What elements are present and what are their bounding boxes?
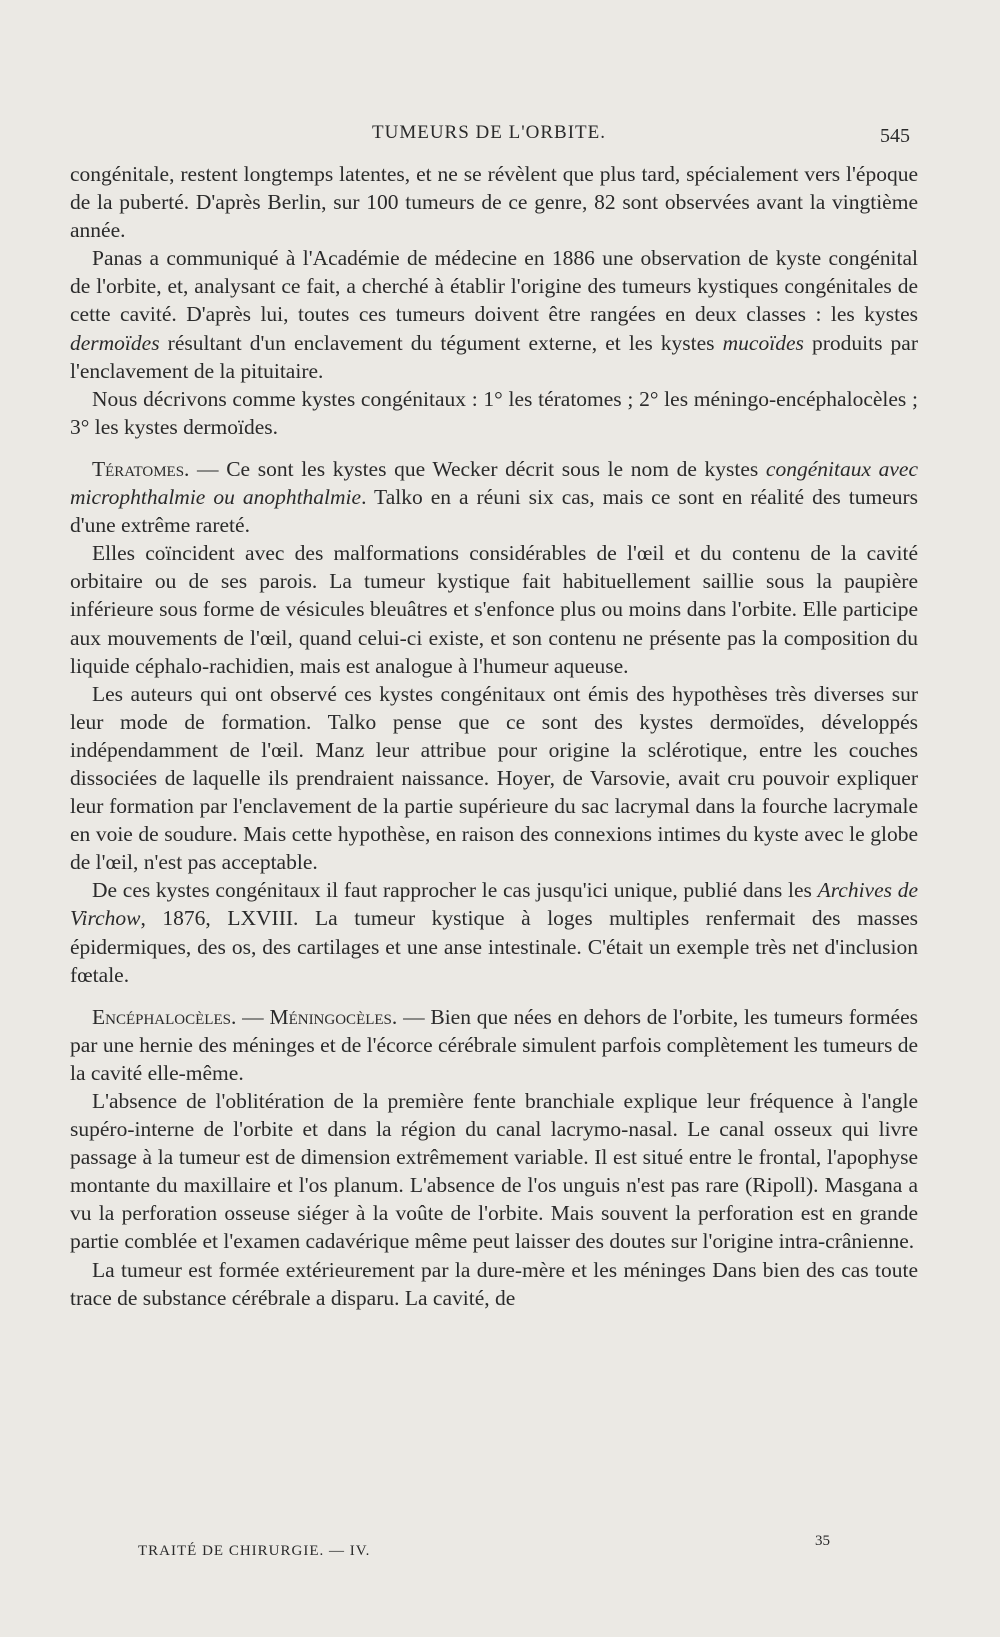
text-run: — — [236, 1004, 270, 1029]
paragraph-virchow — [70, 876, 918, 988]
running-title: TUMEURS DE L'ORBITE. — [372, 122, 607, 143]
paragraph-panas — [70, 244, 918, 384]
printer-signature: TRAITÉ DE CHIRURGIE. — IV. — [138, 1543, 371, 1559]
paragraph-hypotheses: Les auteurs qui ont observé ces kystes congénitaux ont émis des hypothèses très diverses sur leur mode de formation. Talko pense que ce sont des kystes dermoïdes, développés indépendamment de l'œil. Manz leur attribue pour origine la sclérotique, entre les couches dissociées de laquelle ils prendraient naissance. Hoyer, de Varsovie, avait cru pouvoir expliquer leur formation par l'enclavement de la partie supérieure du sac lacrymal dans la fourche lacrymale en voie de soudure. Mais cette hypothèse, en raison des connexions intimes du kyste avec le globe de l'œil, n'est pas acceptable. — [70, 681, 918, 875]
text-run: Panas a communiqué à l'Académie de médecine en 1886 une observation de kyste congénital de l'orbite, et, analysant ce fait, a cherché à établir l'origine des tumeurs kystiques congénitales de cette cavité. D'après lui, toutes ces tumeurs doivent être rangées en deux classes : les kystes — [70, 246, 918, 327]
text-run: produits par l'enclavement de la pituitaire. — [70, 330, 918, 383]
paragraph-dure-mere: La tumeur est formée extérieurement par la dure-mère et les méninges Dans bien des cas toute trace de substance cérébrale a disparu. La cavité, de — [70, 1257, 918, 1310]
text-run: résultant d'un enclavement du tégument externe, et les kystes — [159, 330, 723, 355]
paragraph-fente-branchiale: L'absence de l'oblitération de la première fente branchiale explique leur fréquence à l'angle supéro-interne de l'orbite et dans la région du canal lacrymo-nasal. Le canal osseux qui livre passage à la tumeur est de dimension extrêmement variable. Il est situé entre le frontal, l'apophyse montante du maxillaire et l'os planum. L'absence de l'os unguis n'est pas rare (Ripoll). Masgana a vu la perforation osseuse siéger à la voûte de l'orbite. Mais souvent la perforation est en grande partie comblée et l'examen cadavérique même peut laisser des doutes sur l'origine intra-crânienne. — [70, 1089, 918, 1254]
section-heading-meningoceles: Méningocèles. — [269, 1004, 398, 1029]
italic-term-mucoides: mucoïdes — [722, 330, 804, 355]
text-run: . Talko en a réuni six cas, mais ce sont en réalité des tumeurs d'une extrême rareté. — [70, 485, 918, 538]
paragraph-continuation: congénitale, restent longtemps latentes, et ne se révèlent que plus tard, spécialement vers l'époque de la puberté. D'après Berlin, sur 100 tumeurs de ce genre, 82 sont observées avant la vingtième année. — [70, 162, 918, 243]
paragraph-encephaloceles — [70, 1003, 918, 1087]
italic-phrase: congénitaux avec microphthalmie ou anophthalmie — [70, 456, 919, 510]
text-run: De ces kystes congénitaux il faut rapprocher le cas jusqu'ici unique, publié dans les — [92, 878, 818, 903]
paragraph-malformations: Elles coïncident avec des malformations considérables de l'œil et du contenu de la cavité orbitaire ou de ses parois. La tumeur kystique fait habituellement saillie sous la paupière inférieure sous forme de vésicules bleuâtres et s'enfonce plus ou moins dans l'orbite. Elle participe aux mouvements de l'œil, quand celui-ci existe, et son contenu ne présente pas la composition du liquide céphalo-rachidien, mais est analogue à l'humeur aqueuse. — [70, 541, 918, 678]
signature-number: 35 — [815, 1533, 830, 1549]
italic-journal-title: Archives de Virchow — [70, 878, 918, 931]
text-run: , 1876, LXVIII. La tumeur kystique à loges multiples renfermait des masses épidermiques, des os, des cartilages et une anse intestinale. C'était un exemple très net d'inclusion fœtale. — [70, 906, 918, 987]
page-header — [0, 122, 1000, 152]
section-heading-encephaloceles: Encéphalocèles. — [92, 1004, 237, 1029]
section-heading-teratomes: Tératomes. — [92, 456, 190, 481]
text-run: — Ce sont les kystes que Wecker décrit sous le nom de kystes — [189, 456, 766, 481]
page-number: 545 — [880, 125, 910, 147]
paragraph-classification: Nous décrivons comme kystes congénitaux : 1° les tératomes ; 2° les méningo-encéphalocèles ; 3° les kystes dermoïdes. — [70, 386, 918, 439]
body-text — [70, 160, 918, 1312]
paragraph-teratomes — [70, 455, 918, 539]
text-run: — Bien que nées en dehors de l'orbite, les tumeurs formées par une hernie des méninges et de l'écorce cérébrale simulent parfois complètement les tumeurs de la cavité elle-même. — [70, 1004, 919, 1085]
page-footer — [0, 1533, 1000, 1573]
italic-term-dermoides: dermoïdes — [70, 330, 160, 355]
